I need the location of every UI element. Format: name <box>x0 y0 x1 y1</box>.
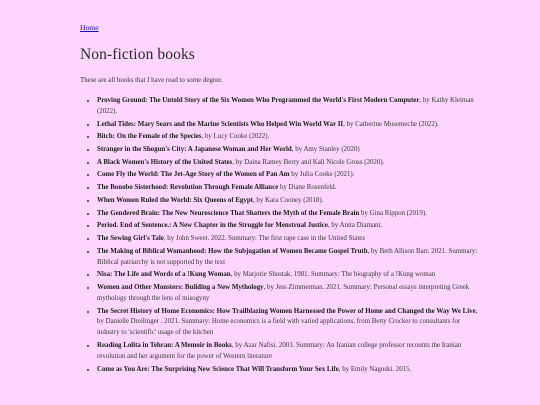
list-item <box>97 158 480 169</box>
book-title: A Black Women's History of the United States <box>97 158 233 166</box>
book-details: , by Marjorie Shostak. 1981. Summary: The biography of a !Kung woman <box>230 271 436 279</box>
list-item <box>97 209 480 220</box>
book-details: , by Beth Allison Barr. 2021. Summary: Biblical patriarchy is not supported by the text <box>97 247 478 266</box>
book-details: , by Anita Diamant. <box>327 222 383 230</box>
book-title: The Gendered Brain: The New Neuroscience That Shatters the Myth of the Female Brain <box>97 209 360 217</box>
list-item <box>97 247 480 269</box>
book-title: When Women Ruled the World: Six Queens of Egypt <box>97 196 253 204</box>
book-title: The Secret History of Home Economics: How Trailblazing Women Harnessed the Power of Home and Changed the Way We Live <box>97 307 476 315</box>
book-title: The Making of Biblical Womanhood: How the Subjugation of Women Became Gospel Truth <box>97 247 368 255</box>
book-details: by Julia Cooke (2021). <box>289 171 355 179</box>
book-details: , by Daina Ramey Berry and Kali Nicole Gross (2020). <box>232 158 385 166</box>
book-title: Proving Ground: The Untold Story of the Six Women Who Programmed the World's First Modern Computer <box>97 97 420 104</box>
book-title: Lethal Tides: Mary Sears and the Marine Scientists Who Helped Win World War II <box>97 120 344 128</box>
book-title: Come as You Are: The Surprising New Science That Will Transform Your Sex Life <box>97 365 339 373</box>
list-item <box>97 120 480 131</box>
book-details: , by Azar Nafisi. 2003. Summary: An Iranian college professor recounts the Iranian revolution and her argument for the power of Western literature <box>97 342 462 360</box>
list-item <box>97 145 480 156</box>
book-details: , by Kara Cooney (2018). <box>252 196 324 204</box>
book-details: by Gina Rippon (2019). <box>359 209 427 217</box>
list-item <box>97 341 480 363</box>
list-item <box>97 270 480 281</box>
book-title: Reading Lolita in Tehran: A Memoir in Books <box>97 342 232 350</box>
book-details: by Diane Rosenfeld. <box>278 184 337 192</box>
book-details: , by Danielle Dreilinger . 2021. Summary: Home economics is a field with varied applications, from Betty Crocker to consultants for industry to 'scientific' usage of the kitchen <box>97 307 478 337</box>
list-item <box>97 183 480 194</box>
book-title: The Bonobo Sisterhood: Revolution Through Female Alliance <box>97 184 279 192</box>
list-item <box>97 283 480 305</box>
book-details: , by Emily Nagoski. 2015. <box>338 365 412 373</box>
list-item <box>97 196 480 207</box>
book-details: , by Jess Zimmerman. 2021. Summary: Personal essays interpreting Greek mythology through the lens of misogyny <box>97 283 470 302</box>
list-item <box>97 132 480 143</box>
book-details: , by Lucy Cooke (2022). <box>201 133 270 141</box>
list-item <box>97 96 480 118</box>
list-item <box>97 221 480 232</box>
book-details: , by Catherine Musemeche (2022). <box>343 120 439 128</box>
book-title: The Sewing Girl's Tale <box>97 234 164 242</box>
book-details: , by John Sweet. 2022. Summary: The first rape case in the United States <box>163 234 366 242</box>
book-title: Bitch: On the Female of the Species <box>97 133 202 141</box>
book-title: Women and Other Monsters: Building a New Mythology <box>97 283 264 291</box>
book-details: , by Kathy Kleiman (2022). <box>97 97 474 115</box>
book-title: Nisa: The Life and Words of a !Kung Woman <box>97 271 231 279</box>
list-item <box>97 234 480 245</box>
intro-text: These are all books that I have read to some degree. <box>80 77 223 84</box>
book-title: Stranger in the Shogun's City: A Japanese Woman and Her World <box>97 146 292 154</box>
book-list <box>80 96 480 376</box>
book-title: Period. End of Sentence.: A New Chapter in the Struggle for Menstrual Justice <box>97 222 328 230</box>
page-title: Non-fiction books <box>80 46 195 63</box>
list-item <box>97 170 480 181</box>
book-title: Come Fly the World: The Jet-Age Story of the Women of Pan Am <box>97 171 290 179</box>
list-item <box>97 365 480 376</box>
home-link[interactable]: Home <box>80 23 99 32</box>
list-item <box>97 307 480 340</box>
book-details: , by Amy Stanley (2020) <box>291 146 360 154</box>
